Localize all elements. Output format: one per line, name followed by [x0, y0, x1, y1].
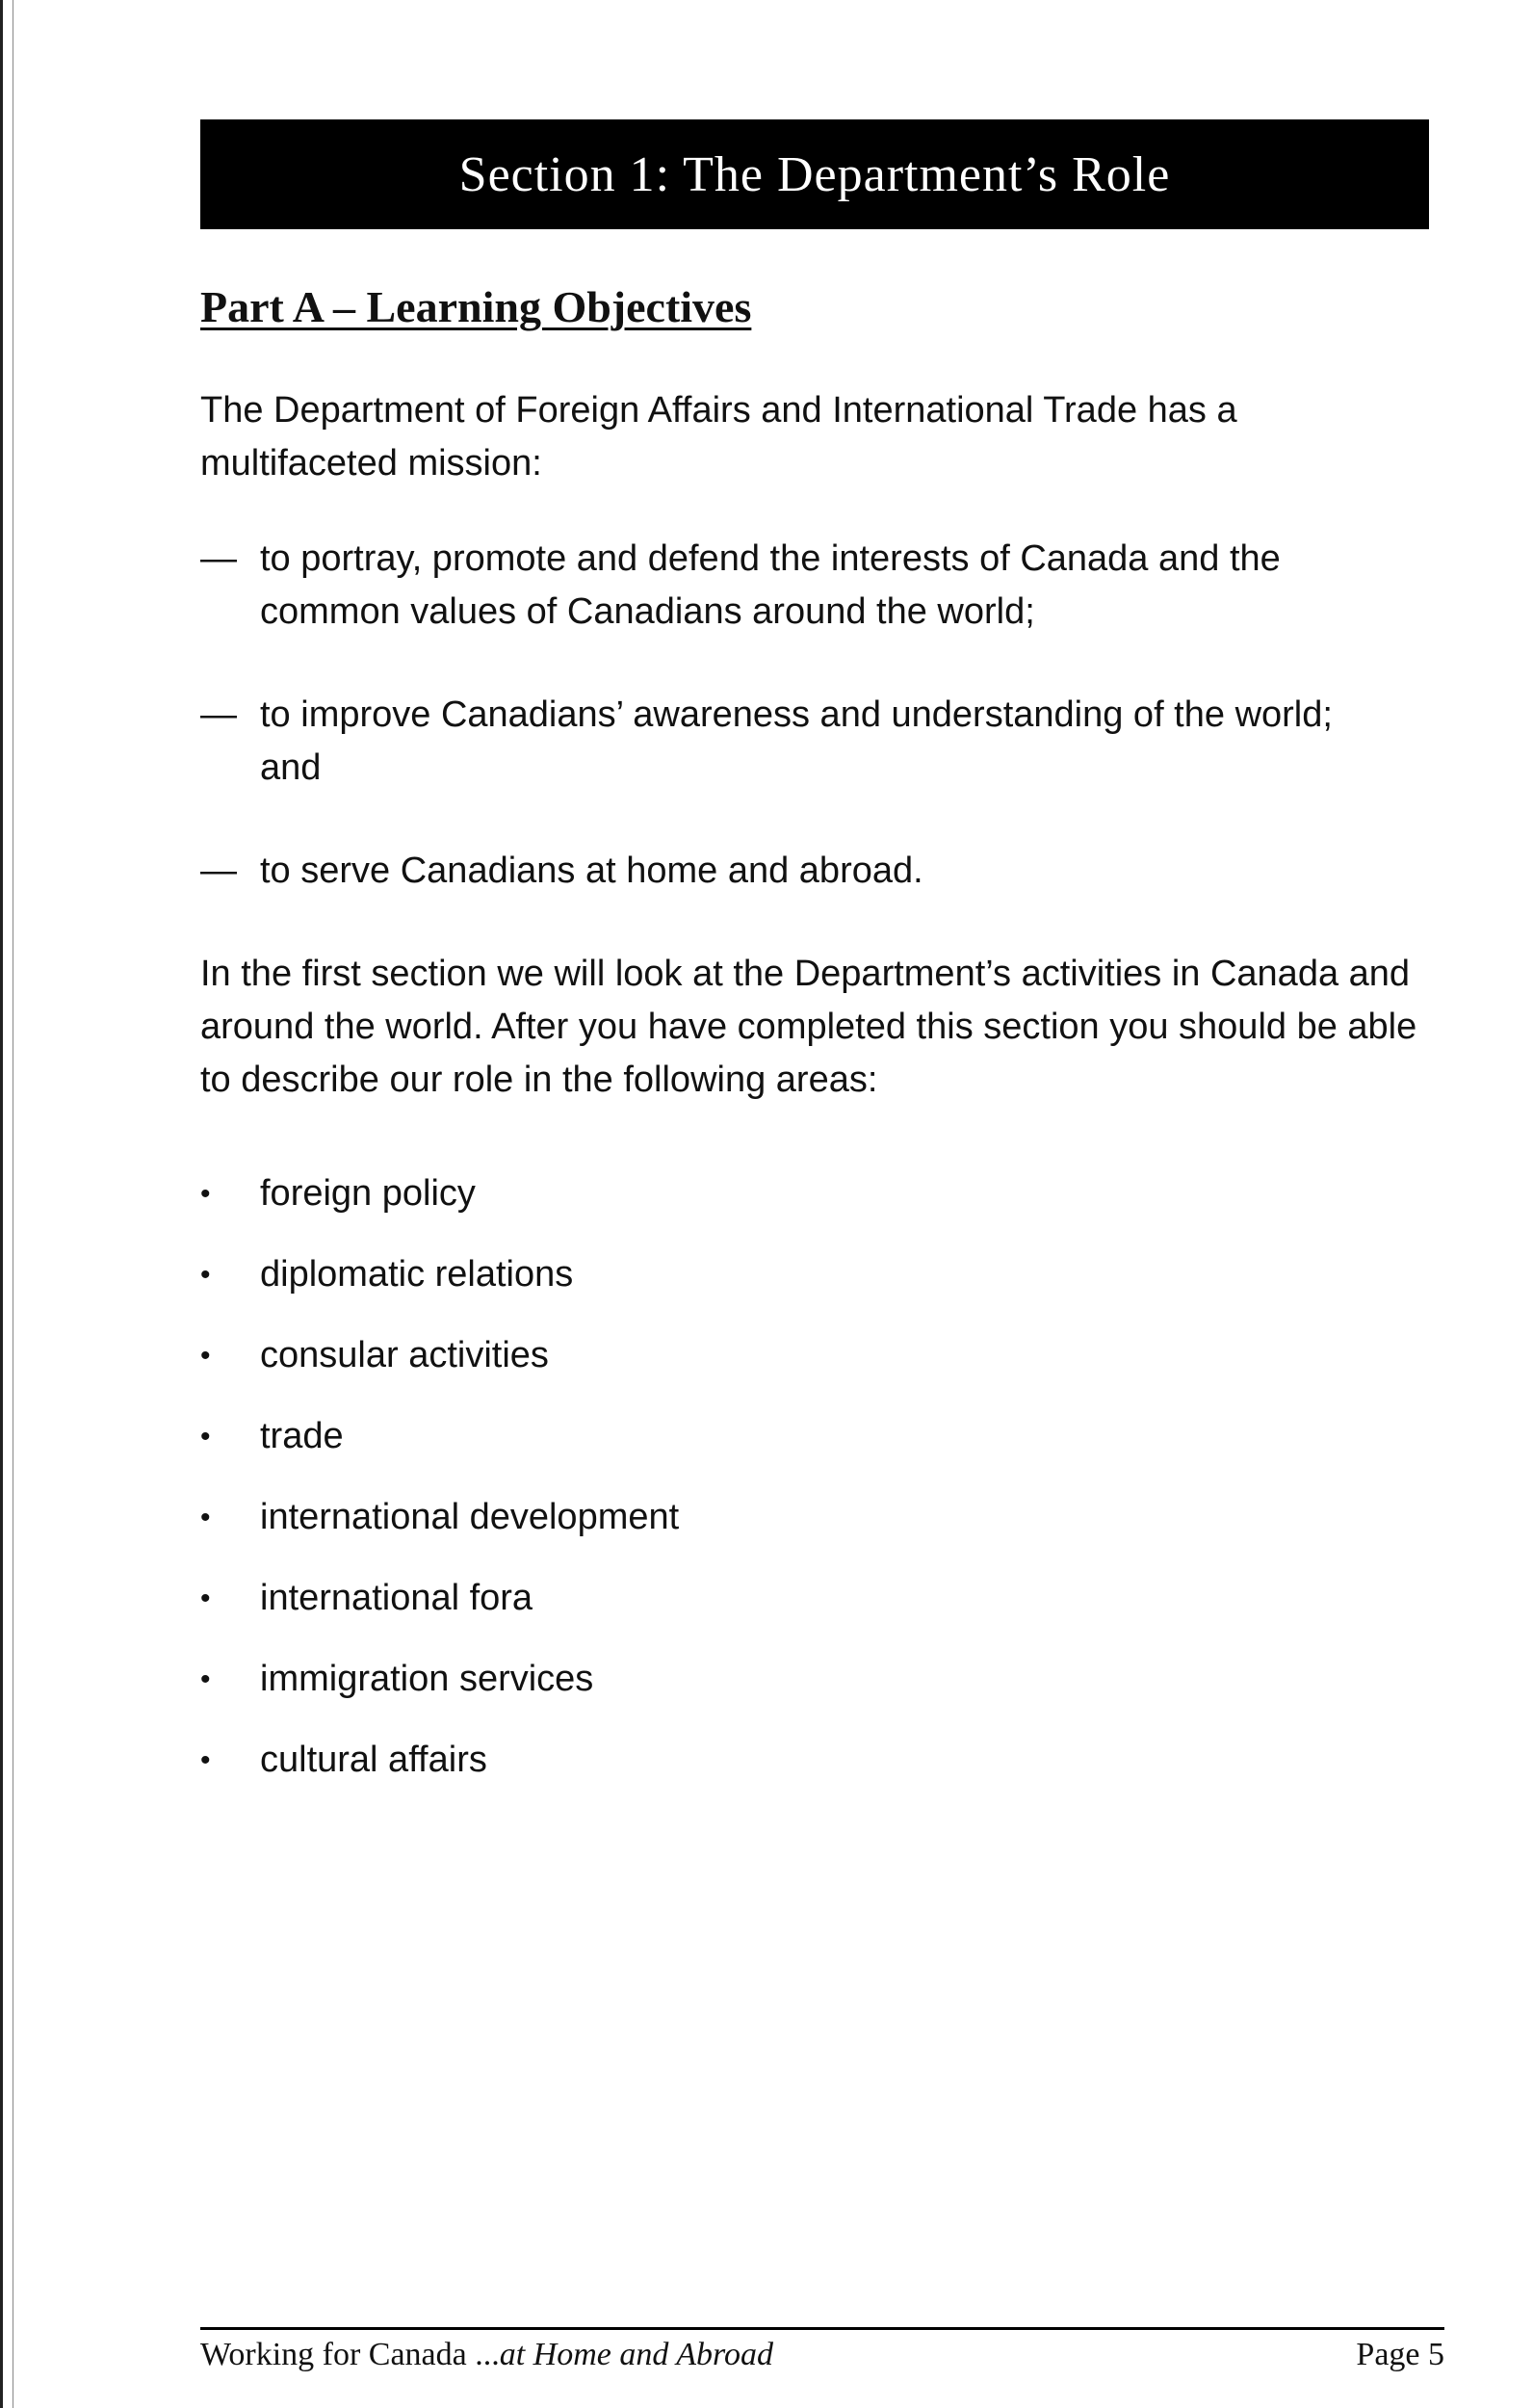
bullet-marker: • [200, 1177, 211, 1210]
dash-marker: — [200, 851, 237, 891]
area-item [200, 1234, 1429, 1315]
areas-list [200, 1153, 1429, 1800]
area-item [200, 1477, 1429, 1557]
bullet-marker: • [200, 1582, 211, 1614]
scan-edge [0, 0, 13, 2408]
area-item-text: trade [260, 1415, 344, 1456]
footer-title-italic: at Home and Abroad [499, 2337, 774, 2372]
area-item-text: cultural affairs [260, 1739, 487, 1780]
section-title: Section 1: The Department’s Role [458, 146, 1171, 202]
area-item-text: diplomatic relations [260, 1253, 574, 1295]
dash-marker: — [200, 694, 237, 735]
mission-item-text: to serve Canadians at home and abroad. [260, 851, 923, 891]
mission-list [200, 533, 1429, 898]
page-footer [200, 2337, 1444, 2373]
dash-marker: — [200, 538, 237, 579]
mission-item-text: to improve Canadians’ awareness and understanding of the world; and [260, 694, 1333, 788]
bullet-marker: • [200, 1501, 211, 1533]
bullet-marker: • [200, 1420, 211, 1453]
area-item [200, 1396, 1429, 1477]
area-item [200, 1153, 1429, 1234]
page-number: Page 5 [1356, 2337, 1444, 2372]
bullet-marker: • [200, 1258, 211, 1291]
mission-item [200, 845, 1429, 898]
mission-item-text: to portray, promote and defend the interests of Canada and the common values of Canadians around the world; [260, 538, 1281, 632]
area-item [200, 1315, 1429, 1396]
area-item-text: immigration services [260, 1658, 594, 1699]
area-item [200, 1557, 1429, 1638]
bullet-marker: • [200, 1339, 211, 1372]
area-item [200, 1719, 1429, 1800]
footer-rule [200, 2327, 1444, 2330]
footer-title-plain: Working for Canada ... [200, 2337, 500, 2372]
bullet-marker: • [200, 1743, 211, 1776]
area-item [200, 1638, 1429, 1719]
section-banner [200, 119, 1429, 229]
footer-title [200, 2337, 773, 2373]
mission-item [200, 533, 1429, 639]
part-heading: Part A – Learning Objectives [200, 282, 752, 331]
document-page [200, 119, 1429, 1800]
area-item-text: international fora [260, 1577, 533, 1618]
area-item-text: international development [260, 1496, 680, 1537]
area-item-text: consular activities [260, 1334, 549, 1375]
intro-paragraph: The Department of Foreign Affairs and International Trade has a multifaceted mission: [200, 390, 1237, 484]
bullet-marker: • [200, 1662, 211, 1695]
area-item-text: foreign policy [260, 1172, 476, 1214]
closing-paragraph: In the first section we will look at the Department’s activities in Canada and around the world. After you have completed this section you should be able to describe our role in the following areas: [200, 954, 1417, 1100]
mission-item [200, 689, 1429, 795]
